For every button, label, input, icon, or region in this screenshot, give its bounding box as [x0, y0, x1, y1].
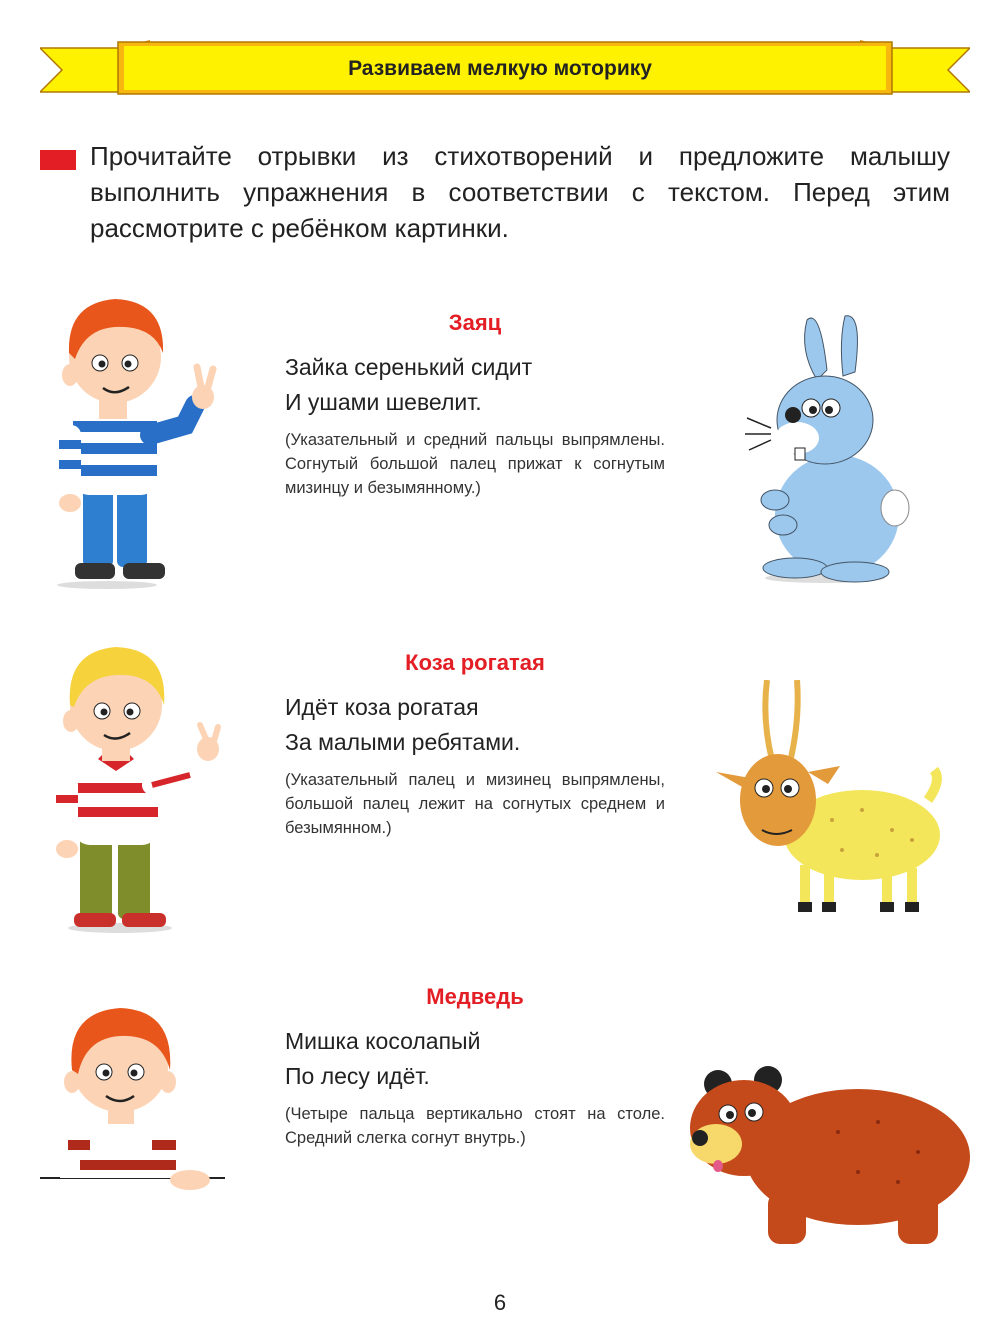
- verse-bear: [285, 1024, 685, 1094]
- note-goat: (Указательный палец и мизинец выпрямлены, большой палец лежит на согнутых среднем и безымянном.): [285, 771, 665, 837]
- verse-line: Идёт коза рогатая: [285, 694, 479, 720]
- section-title-hare: Заяц: [448, 310, 502, 335]
- verse-line: Мишка косолапый: [285, 1028, 481, 1054]
- red-square-bullet: [40, 150, 76, 170]
- section-title-goat: Коза рогатая: [405, 650, 545, 675]
- page-title: Развиваем мелкую моторику: [348, 57, 652, 80]
- goat-illustration: [712, 680, 942, 920]
- verse-goat: [285, 690, 685, 760]
- note-hare: (Указательный и средний пальцы выпрямлены. Согнутый большой палец прижат к согнутым мизинцу и безымянному.): [285, 431, 665, 497]
- intro-text: Прочитайте отрывки из стихотворений и предложите малышу выполнить упражнения в соответствии с текстом. Перед этим рассмотрите с ребёнком картинки.: [90, 141, 950, 243]
- note-bear: (Четыре пальца вертикально стоят на столе. Средний слегка согнут внутрь.): [285, 1105, 665, 1147]
- verse-line: Зайка серенький сидит: [285, 354, 533, 380]
- hare-illustration: [745, 310, 925, 585]
- verse-line: По лесу идёт.: [285, 1063, 430, 1089]
- boy-bear-gesture-illustration: [40, 1000, 225, 1190]
- section-title-bear: Медведь: [426, 984, 524, 1009]
- verse-hare: [285, 350, 685, 420]
- header-ribbon: [40, 40, 970, 100]
- bear-illustration: [688, 1062, 978, 1252]
- verse-line: И ушами шевелит.: [285, 389, 482, 415]
- boy-hare-gesture-illustration: [45, 285, 225, 590]
- page-number: 6: [493, 1290, 507, 1315]
- boy-goat-gesture-illustration: [40, 635, 230, 935]
- verse-line: За малыми ребятами.: [285, 729, 521, 755]
